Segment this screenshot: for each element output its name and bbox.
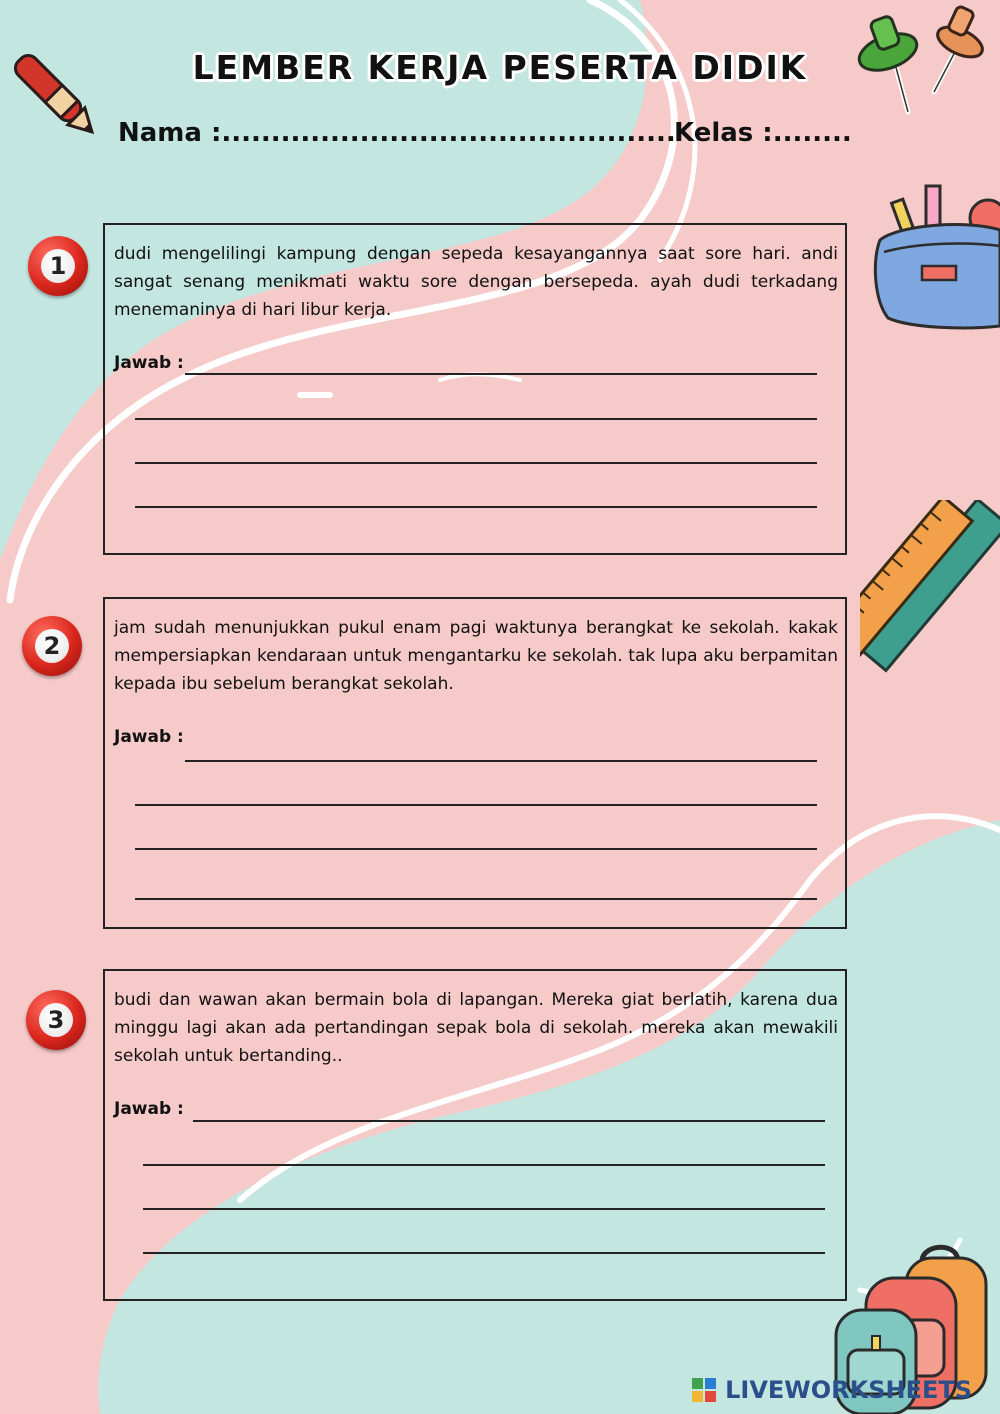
pencil-case-icon bbox=[870, 180, 1000, 330]
answer-line[interactable] bbox=[135, 898, 817, 900]
answer-line[interactable] bbox=[135, 462, 817, 464]
answer-line[interactable] bbox=[135, 848, 817, 850]
liveworksheets-watermark[interactable] bbox=[692, 1376, 972, 1406]
question-number-1: 1 bbox=[41, 249, 75, 283]
answer-line[interactable] bbox=[135, 804, 817, 806]
question-number-badge-2 bbox=[22, 616, 82, 676]
question-number-badge-3 bbox=[26, 990, 86, 1050]
answer-line[interactable] bbox=[185, 760, 817, 762]
question-text-2: jam sudah menunjukkan pukul enam pagi waktunya berangkat ke sekolah. kakak mempersiapkan kendaraan untuk mengantarku ke sekolah. tak lupa aku berpamitan kepada ibu sebelum berangkat sekolah. bbox=[114, 618, 838, 694]
class-field[interactable]: Kelas :........ bbox=[674, 118, 852, 148]
answer-line[interactable] bbox=[135, 418, 817, 420]
answer-label-2: Jawab : bbox=[114, 727, 184, 747]
question-box-2 bbox=[103, 597, 847, 929]
answer-line[interactable] bbox=[143, 1164, 825, 1166]
name-field[interactable]: Nama :.............................................. bbox=[118, 118, 676, 148]
question-text-1: dudi mengelilingi kampung dengan sepeda kesayangannya saat sore hari. andi sangat senang menikmati waktu sore dengan bersepeda. ayah dudi terkadang menemaninya di hari libur kerja. bbox=[114, 244, 838, 320]
answer-label-1: Jawab : bbox=[114, 353, 184, 373]
question-box-3 bbox=[103, 969, 847, 1301]
watermark-text: LIVEWORKSHEETS bbox=[725, 1376, 973, 1404]
answer-label-3: Jawab : bbox=[114, 1099, 184, 1119]
question-number-2: 2 bbox=[35, 629, 69, 663]
answer-line[interactable] bbox=[143, 1252, 825, 1254]
liveworksheets-logo-icon bbox=[692, 1378, 716, 1402]
question-number-badge-1 bbox=[28, 236, 88, 296]
page-title: LEMBER KERJA PESERTA DIDIK bbox=[192, 48, 808, 87]
answer-line[interactable] bbox=[185, 373, 817, 375]
question-number-3: 3 bbox=[39, 1003, 73, 1037]
question-text-3: budi dan wawan akan bermain bola di lapangan. Mereka giat berlatih, karena dua minggu lagi akan ada pertandingan sepak bola di sekolah. mereka akan mewakili sekolah untuk bertanding.. bbox=[114, 990, 838, 1066]
answer-line[interactable] bbox=[143, 1208, 825, 1210]
question-box-1 bbox=[103, 223, 847, 555]
answer-line[interactable] bbox=[193, 1120, 825, 1122]
answer-line[interactable] bbox=[135, 506, 817, 508]
ruler-icon bbox=[860, 500, 1000, 680]
